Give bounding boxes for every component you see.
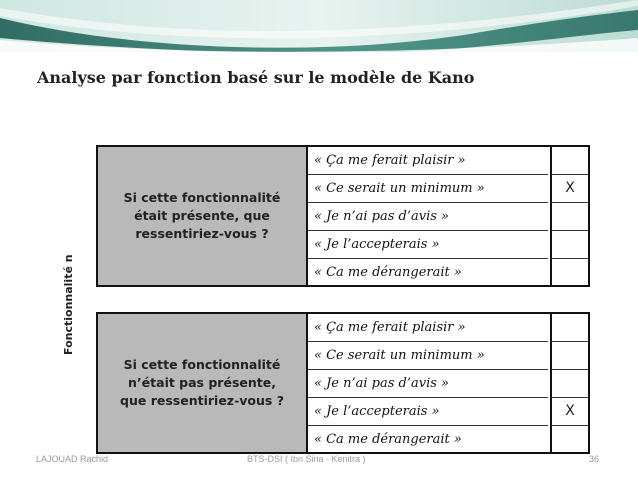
answer-checkbox[interactable] [550,314,588,342]
footer-school: BTS-DSI ( Ibn Sina - Kenitra ) [247,454,366,464]
answer-checkbox[interactable] [550,370,588,398]
question-text: Si cette fonctionnalité n’était pas présente, que ressentiriez-vous ? [120,357,284,408]
answer-checkbox[interactable] [550,342,588,370]
feature-side-label: Fonctionnalité n [62,254,75,355]
page-number: 36 [589,454,600,464]
footer-author: LAJOUAD Rachid [36,454,109,464]
answer-checkbox[interactable] [550,259,588,287]
answer-checkbox[interactable] [550,426,588,454]
slide-title: Analyse par fonction basé sur le modèle de Kano [37,68,475,87]
option-label: « Ce serait un minimum » [308,342,548,370]
question-cell [98,314,308,452]
header-banner [0,0,638,52]
answer-checkbox[interactable] [550,147,588,175]
option-label: « Je l’accepterais » [308,231,548,259]
option-label: « Ce serait un minimum » [308,175,548,203]
option-label: « Je l’accepterais » [308,398,548,426]
option-label: « Ça me ferait plaisir » [308,314,548,342]
kano-table-functional [96,145,590,287]
kano-table-dysfunctional [96,312,590,454]
option-label: « Ça me ferait plaisir » [308,147,548,175]
option-label: « Je n’ai pas d’avis » [308,203,548,231]
answer-checkbox[interactable]: X [550,398,588,426]
question-cell [98,147,308,285]
answer-checkbox[interactable] [550,203,588,231]
answer-checkbox[interactable] [550,231,588,259]
option-label: « Ca me dérangerait » [314,432,462,447]
option-label: « Ca me dérangerait » [314,265,462,280]
question-text: Si cette fonctionnalité était présente, que ressentiriez-vous ? [123,190,281,241]
answer-checkbox[interactable]: X [550,175,588,203]
option-label: « Je n’ai pas d’avis » [308,370,548,398]
